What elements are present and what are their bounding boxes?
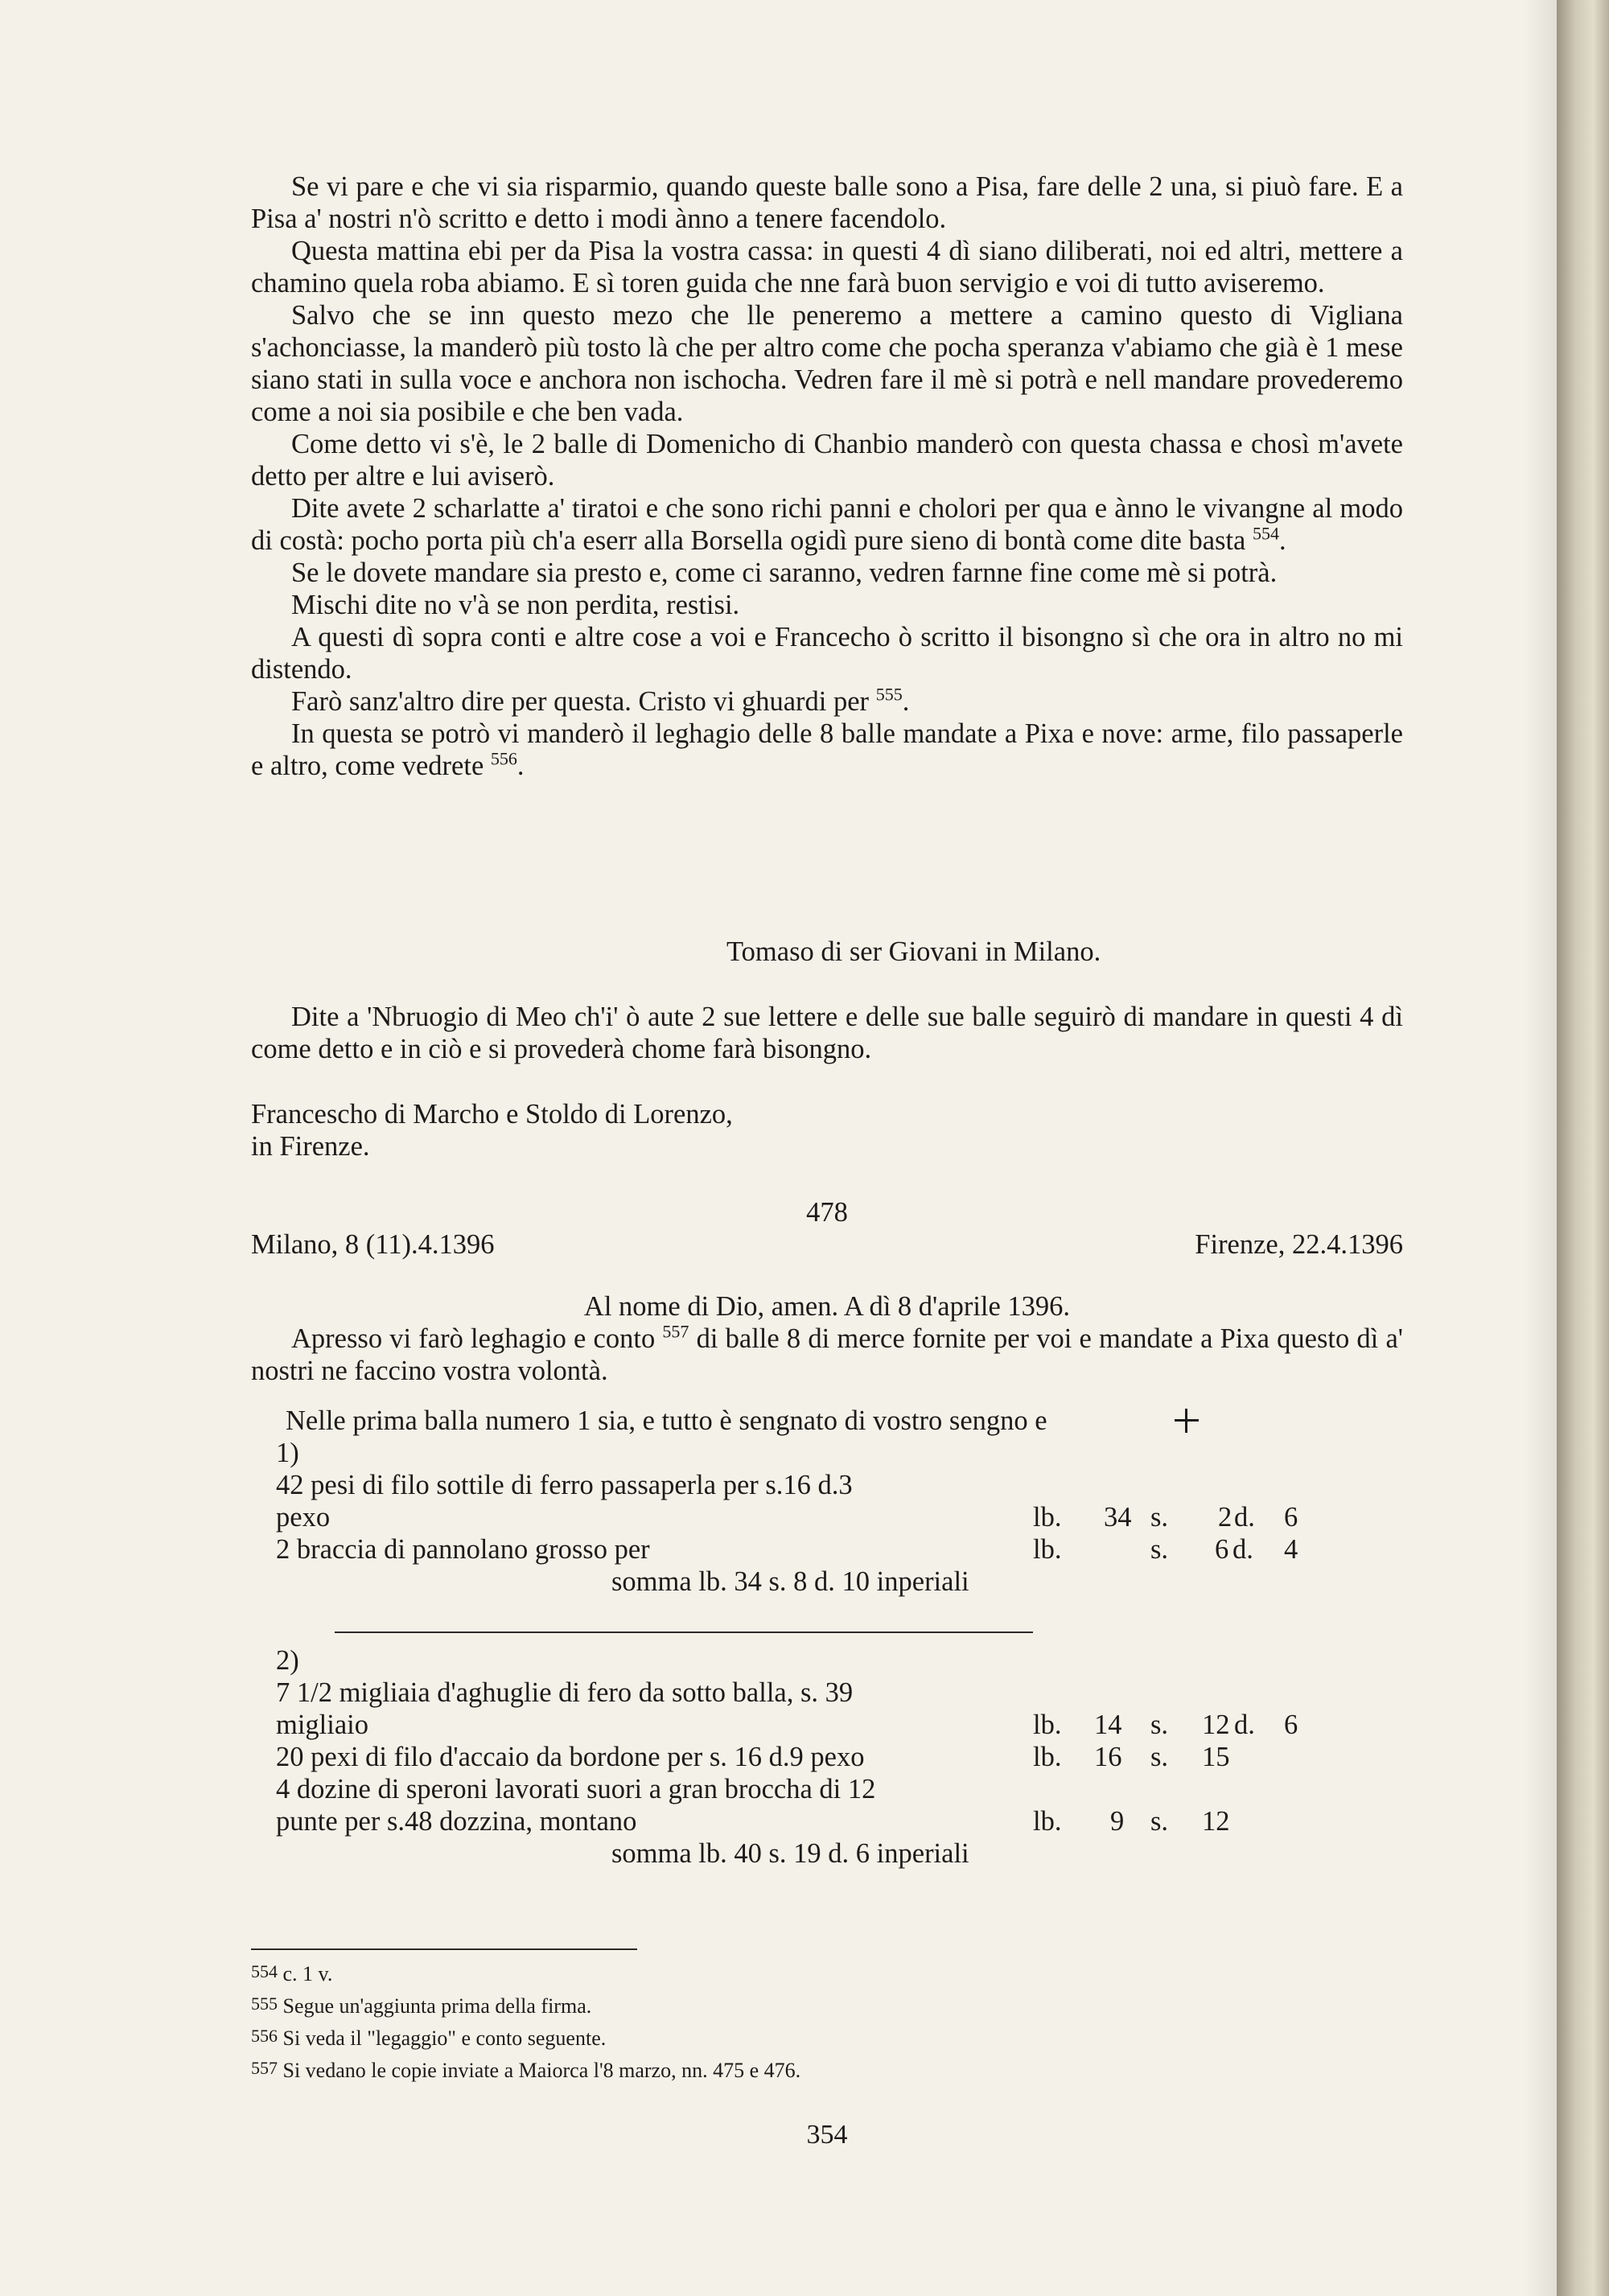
footnotes (251, 1958, 800, 2087)
ledger-line: 42 pesi di filo sottile di ferro passaperla per s.16 d.3 (276, 1470, 853, 1500)
footnote: $^{555}$ Segue un'aggiunta prima della firma. (251, 1994, 592, 2018)
footnote-ref[interactable]: 557 (662, 1321, 689, 1342)
footnote-rule (251, 1948, 637, 1950)
letter-from: Milano, 8 (11).4.1396 (251, 1229, 495, 1260)
letter-dates (251, 1228, 1403, 1261)
ledger-intro-row: Nelle prima balla numero 1 sia, e tutto è sengnato di vostro sengno e (251, 1405, 1403, 1437)
page-gutter-shadow (1525, 0, 1557, 2296)
paragraph: Farò sanz'altro dire per questa. Cristo vi ghuardi per $^{555}$. (291, 684, 910, 717)
invocation: Al nome di Dio, amen. A dì 8 d'aprile 1396. (583, 1291, 1071, 1322)
page-number: 354 (806, 2120, 848, 2150)
bale-label: 1) (276, 1438, 299, 1468)
ledger-line: 4 dozine di speroni lavorati suori a gran broccha di 12 (276, 1774, 876, 1804)
signature: Tomaso di ser Giovani in Milano. (726, 936, 1101, 967)
footnote: $^{554}$ c. 1 v. (251, 1961, 333, 1985)
postscript: Dite a 'Nbruogio di Meo ch'i' ò aute 2 sue lettere e delle sue balle seguirò di mandare in questi 4 dì come detto e in ciò e si provederà chome farà bisongno. (251, 1002, 1403, 1064)
paragraph: Questa mattina ebi per da Pisa la vostra cassa: in questi 4 dì siano diliberati, noi ed altri, mettere a chamino quela roba abiamo. E sì toren guida che nne farà buon servigio e voi di tutto aviseremo. (251, 236, 1403, 298)
footnote-ref[interactable]: 556 (490, 748, 517, 769)
ledger-line: 20 pexi di filo d'accaio da bordone per s. 16 d.9 pexo lb. 16 s. 15 (276, 1742, 1230, 1772)
ledger-divider (335, 1631, 1033, 1633)
paragraph: In questa se potrò vi manderò il leghagio delle 8 balle mandate a Pixa e nove: arme, filo passaperle e altro, come vedrete $^{556}$. (251, 718, 1403, 781)
footnote-ref[interactable]: 555 (875, 684, 903, 705)
footnote-ref[interactable]: 554 (1252, 523, 1279, 544)
footnote: $^{557}$ Si vedano le copie inviate a Maiorca l'8 marzo, nn. 475 e 476. (251, 2058, 801, 2082)
ledger-line: pexo lb. 34 s. 2 d. 6 (276, 1502, 1298, 1533)
ledger (251, 1405, 1403, 1598)
paragraph: Come detto vi s'è, le 2 balle di Domenicho di Chanbio manderò con questa chassa e chosì m'avete detto per altre e lui aviserò. (251, 429, 1403, 492)
paragraph: Se vi pare e che vi sia risparmio, quando queste balle sono a Pisa, fare delle 2 una, si piuò fare. E a Pisa a' nostri n'ò scritto e detto i modi ànno a tenere facendolo. (251, 171, 1403, 234)
page-edge (1557, 0, 1609, 2296)
ledger-sum: somma lb. 40 s. 19 d. 6 inperiali (611, 1838, 969, 1869)
merchant-mark-cross-icon (1175, 1409, 1199, 1433)
ledger-line: 2 braccia di pannolano grosso per lb. s. 6 d. 4 (276, 1534, 1298, 1565)
paragraph: A questi dì sopra conti e altre cose a voi e Francecho ò scritto il bisongno sì che ora in altro no mi distendo. (251, 622, 1403, 685)
bale-label: 2) (276, 1645, 299, 1676)
ledger-bale-2 (251, 1644, 1403, 1870)
ledger-line: punte per s.48 dozzina, montano lb. 9 s. 12 (276, 1806, 1230, 1837)
footnote: $^{556}$ Si veda il "legaggio" e conto seguente. (251, 2026, 607, 2050)
letter-to: Firenze, 22.4.1396 (1195, 1229, 1403, 1260)
letter-number: 478 (806, 1197, 848, 1228)
paragraph: Mischi dite no v'à se non perdita, restisi. (291, 590, 740, 620)
letter-body (251, 171, 1403, 782)
letter-intro: Apresso vi farò leghagio e conto $^{557}$ di balle 8 di merce fornite per voi e mandate a Pixa questo dì a' nostri ne faccino vostra volontà. (251, 1321, 1403, 1386)
address: Francescho di Marcho e Stoldo di Lorenzo, in Firenze. (251, 1099, 733, 1162)
ledger-line: migliaio lb. 14 s. 12 d. 6 (276, 1710, 1298, 1740)
paragraph: Salvo che se inn questo mezo che lle peneremo a mettere a camino questo di Vigliana s'achonciasse, la manderò più tosto là che per altro come che pocha speranza v'abiamo che già è 1 mese siano stati in sulla voce e anchora non ischocha. Vedren fare il mè si potrà e nell mandare provederemo come a noi sia posibile e che ben vada. (251, 300, 1403, 427)
ledger-sum: somma lb. 34 s. 8 d. 10 inperiali (611, 1566, 969, 1597)
paragraph: Se le dovete mandare sia presto e, come ci saranno, vedren farnne fine come mè si potrà. (291, 558, 1278, 588)
paragraph: Dite avete 2 scharlatte a' tiratoi e che sono richi panni e cholori per qua e ànno le vivangne al modo di costà: pocho porta più ch'a eserr alla Borsella ogidì pure sieno di bontà come dite basta $^{554}$. (251, 493, 1403, 556)
ledger-line: 7 1/2 migliaia d'aghuglie di fero da sotto balla, s. 39 (276, 1677, 854, 1708)
